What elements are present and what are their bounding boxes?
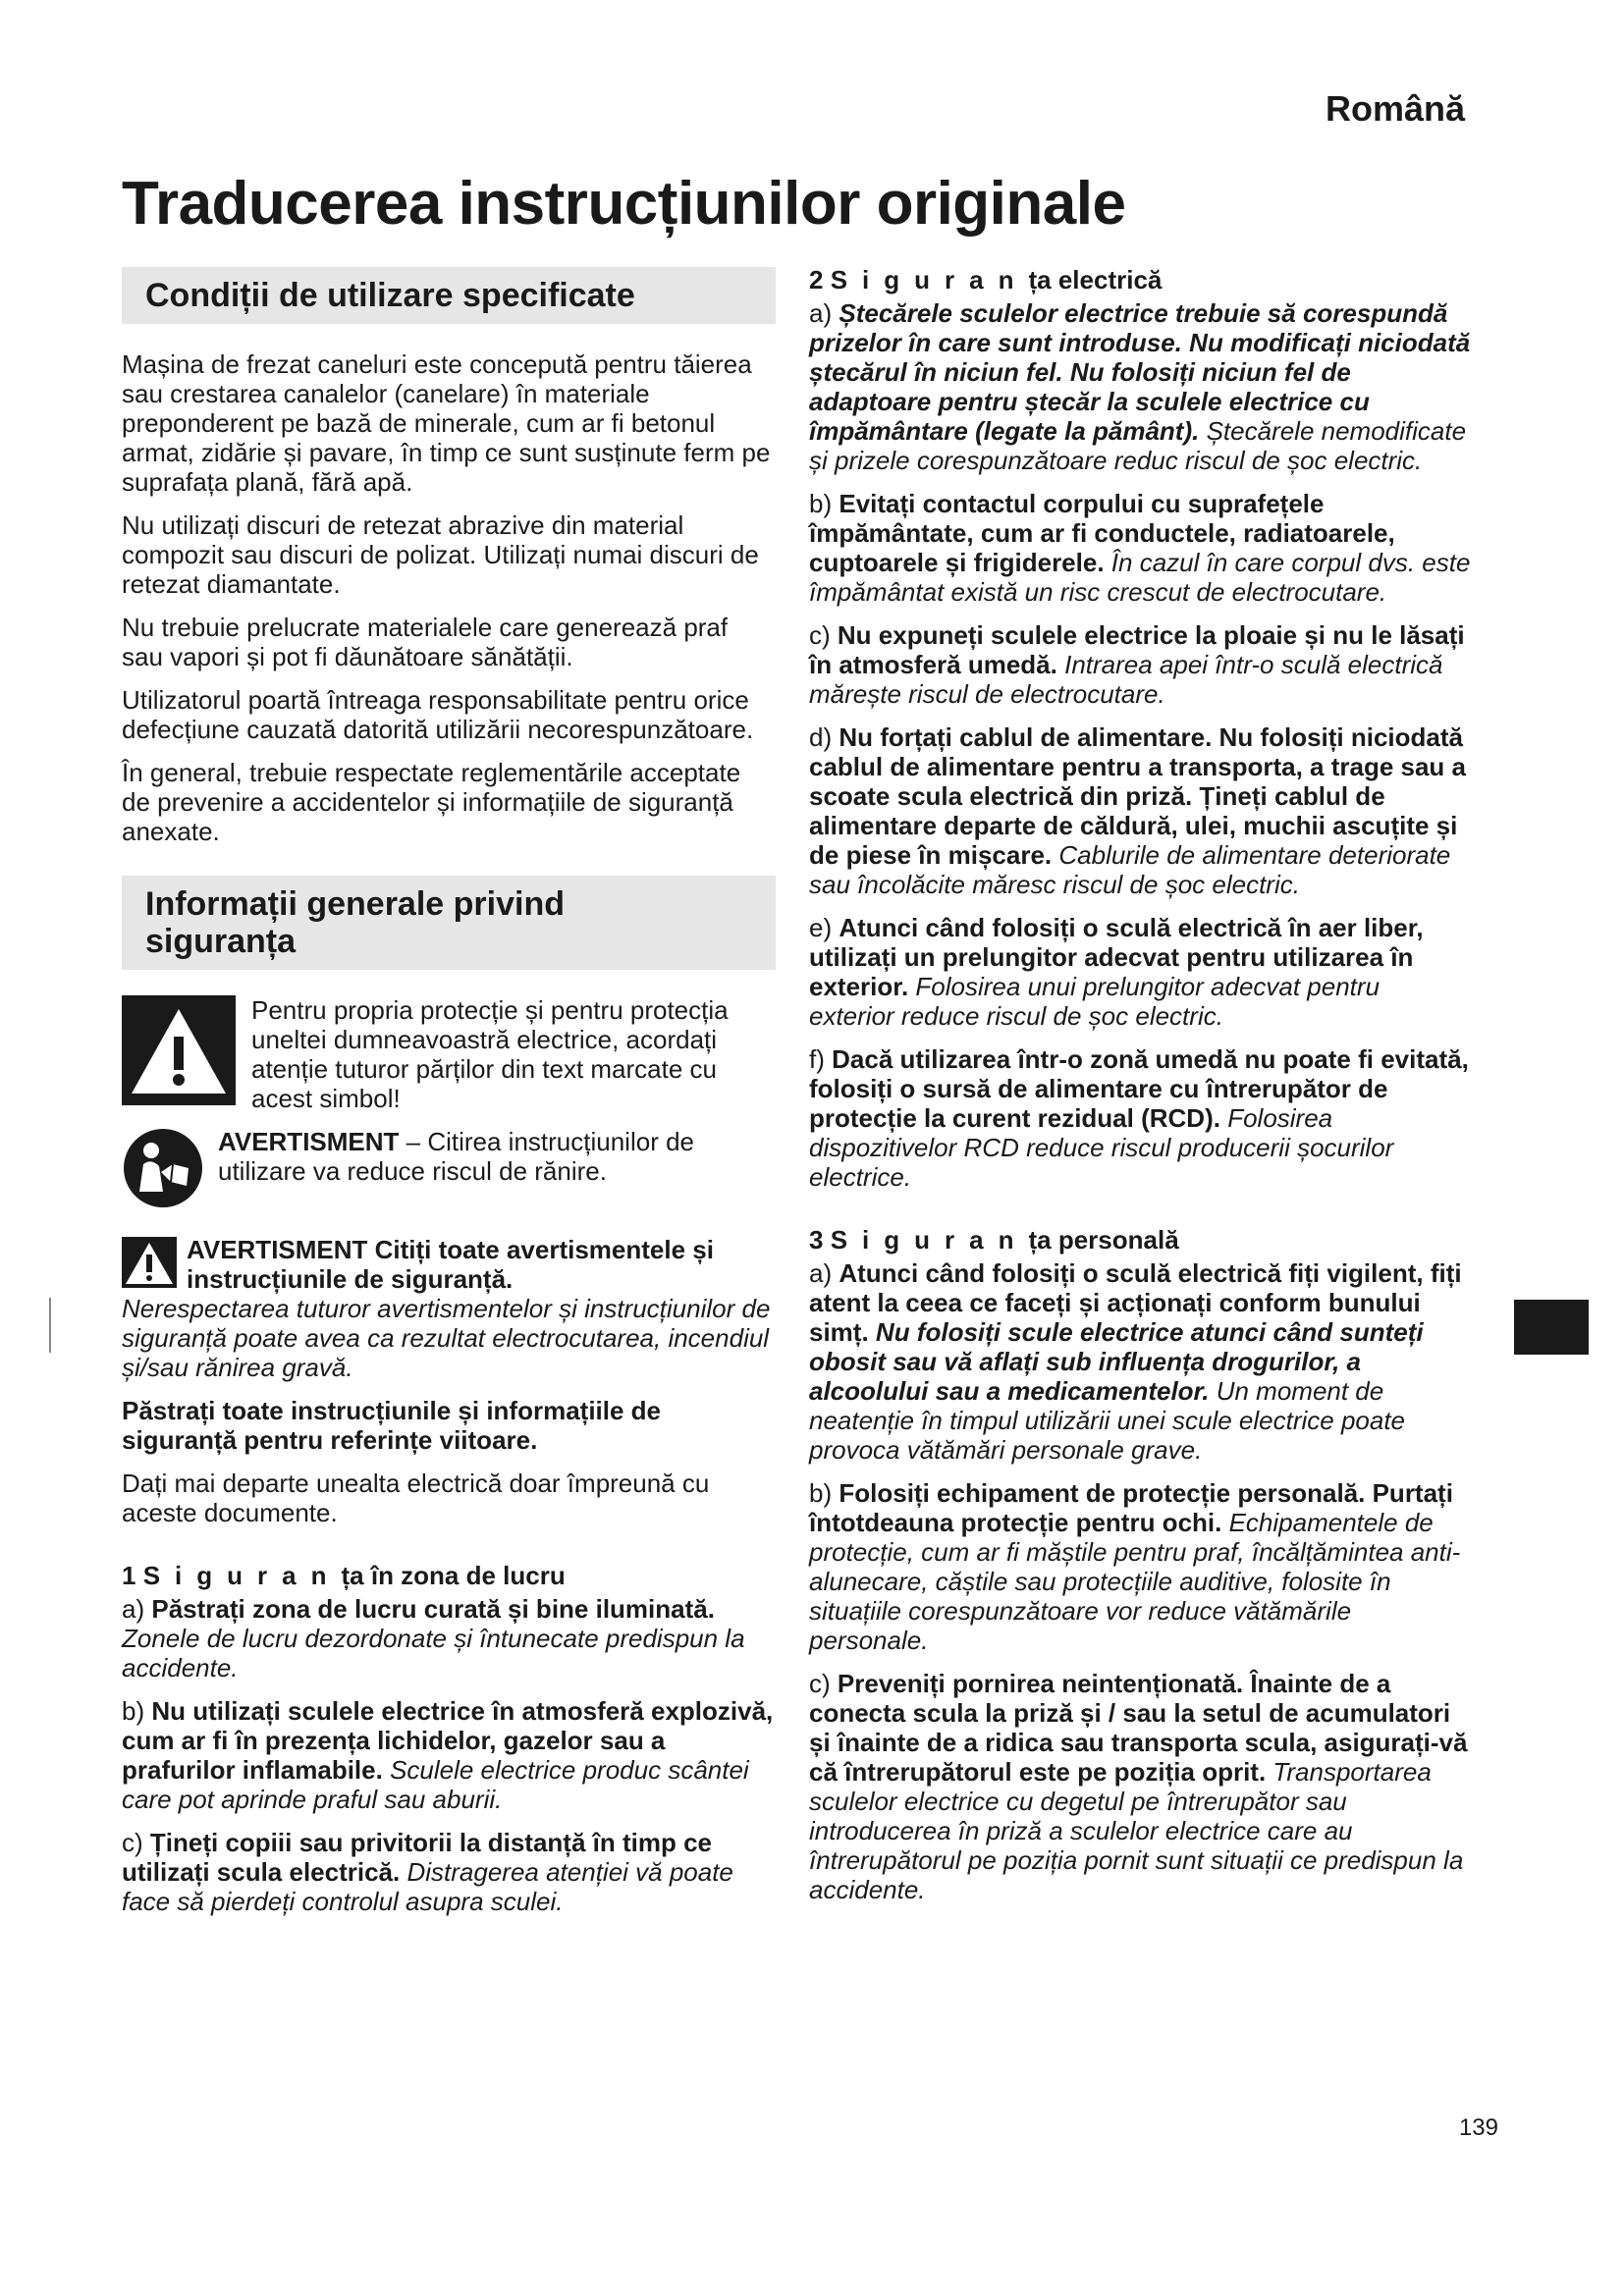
right-column [809,265,1471,1918]
section-spaced-word: Siguran [830,1225,1029,1255]
rule-item: c) Țineți copiii sau privitorii la distanță în timp ce utilizați scula electrică. Distragerea atenției vă poate face să pierdeți controlul asupra sculei. [122,1828,733,1916]
safety-heading: Informații generale privind siguranța [122,876,776,970]
page-number: 139 [1458,2114,1498,2141]
section-number: 1 [122,1561,136,1590]
conditions-paragraph: Nu utilizați discuri de retezat abrazive din material compozit sau discuri de polizat. Utilizați numai discuri de retezat diamantate. [122,510,759,599]
section-number: 3 [809,1225,824,1255]
conditions-heading: Condiții de utilizare specificate [122,267,776,324]
read-warning-text: – Citirea instrucțiunilor de utilizare va reduce riscul de rănire. [218,1127,694,1186]
margin-change-bar [49,1298,51,1353]
rule-item: b) Evitați contactul corpului cu suprafețele împământate, cum ar fi conductele, radiatoarele, cuptoarele și frigiderele. În cazul în care corpul dvs. este împământat există un risc crescut de electrocutare. [809,489,1471,607]
symbol-note: Pentru propria protecție și pentru protecția uneltei dumneavoastră electrice, acordați atenție tuturor părților din text marcate cu acest simbol! [251,995,729,1113]
section-3-heading [809,1225,1471,1255]
keep-instructions: Păstrați toate instrucțiunile și informațiile de siguranță pentru referințe viitoare. [122,1396,662,1455]
rule-item: c) Preveniți pornirea neintenționată. Înainte de a conecta scula la priză și / sau la setul de acumulatori și înainte de a ridica sau transporta scula, asigurați-vă că întrerupătorul este pe poziția oprit. Transportarea sculelor electrice cu degetul pe întrerupător sau introducerea în priză a sculelor electrice care au întrerupătorul pe poziția pornit sunt situații ce predispun la accidente. [809,1669,1468,1904]
pass-on-note: Dați mai departe unealta electrică doar împreună cu aceste documente. [122,1468,710,1527]
rule-item: d) Nu forțați cablul de alimentare. Nu folosiți niciodată cablul de alimentare pentru a transporta, a trage sau a scoate scula electrică din priză. Țineți cablul de alimentare departe de căldură, ulei, muchii ascuțite și de piese în mișcare. Cablurile de alimentare deteriorate sau încolăcite măresc riscul de șoc electric. [809,722,1466,899]
conditions-paragraph: Utilizatorul poartă întreaga responsabilitate pentru orice defecțiune cauzată datorită utilizării necorespunzătoare. [122,685,754,744]
section-spaced-word: Siguran [142,1561,342,1590]
rule-item: b) Folosiți echipament de protecție personală. Purtați întotdeauna protecție pentru ochi. Echipamentele de protecție, cum ar fi măștile pentru praf, încălțămintea anti-alunecare, căștile sau protecțiile auditive, folosite în situațiile corespunzătoare vor reduce vătămările personale. [809,1478,1461,1655]
rule-item: f) Dacă utilizarea într-o zonă umedă nu poate fi evitată, folosiți o sursă de alimentare cu întrerupător de protecție la curent rezidual (RCD). Folosirea dispozitivelor RCD reduce riscul producerii șocurilor electrice. [809,1044,1469,1192]
read-warning-label: AVERTISMENT [218,1127,400,1156]
read-all-heading: AVERTISMENT Citiți toate avertismentele și instrucțiunile de siguranță. [187,1235,714,1294]
section-title-rest: ța personală [1028,1225,1179,1255]
rule-item: e) Atunci când folosiți o sculă electrică în aer liber, utilizați un prelungitor adecvat pentru utilizarea în exterior. Folosirea unui prelungitor adecvat pentru exterior reduce riscul de șoc electric. [809,913,1424,1031]
page-title: Traducerea instrucțiunilor originale [122,170,1126,238]
thumb-index-tab [1514,1300,1589,1355]
warning-triangle-icon [122,995,236,1105]
section-1-heading [122,1561,776,1590]
section-spaced-word: Siguran [830,265,1029,294]
section-2-heading [809,265,1471,294]
language-label: Română [1325,88,1465,129]
section-number: 2 [809,265,824,294]
rule-item: c) Nu expuneți sculele electrice la ploaie și nu le lăsați în atmosferă umedă. Intrarea apei într-o sculă electrică mărește riscul de electrocutare. [809,620,1465,709]
read-all-consequence: Nerespectarea tuturor avertismentelor și instrucțiunilor de siguranță poate avea ca rezultat electrocutarea, incendiul și/sau rănirea gravă. [122,1294,771,1382]
read-all-warning [122,1235,776,1294]
warning-triangle-icon [122,1237,177,1288]
left-column [122,267,776,1930]
rule-item: a) Ștecărele sculelor electrice trebuie să corespundă prizelor în care sunt introduse. Nu modificați niciodată ștecărul în niciun fel. Nu folosiți niciun fel de adaptoare pentru ștecăr la sculele electrice cu împământare (legate la pământ). Ștecărele nemodificate și prizele corespunzătoare reduc riscul de șoc electric. [809,298,1471,475]
section-title-rest: ța electrică [1028,265,1163,294]
section-title-rest: ța în zona de lucru [341,1561,566,1590]
conditions-paragraph: În general, trebuie respectate reglementările acceptate de prevenire a accidentelor și informațiile de siguranță anexate. [122,758,741,846]
rule-item: a) Păstrați zona de lucru curată și bine iluminată. Zonele de lucru dezordonate și întunecate predispun la accidente. [122,1594,745,1682]
rule-item: b) Nu utilizați sculele electrice în atmosferă explozivă, cum ar fi în prezența lichidelor, gazelor sau a prafurilor inflamabile. Sculele electrice produc scântei care pot aprinde praful sau aburii. [122,1696,774,1814]
rule-item: a) Atunci când folosiți o sculă electrică fiți vigilent, fiți atent la ceea ce faceți și acționați conform bunului simț. Nu folosiți scule electrice atunci când sunteți obosit sau vă aflați sub influența drogurilor, a alcoolului sau a medicamentelor. Un moment de neatenție în timpul utilizării unei scule electrice poate provoca vătămări personale grave. [809,1258,1462,1465]
conditions-paragraph: Mașina de frezat caneluri este concepută pentru tăierea sau crestarea canalelor (canelare) în materiale preponderent pe bază de minerale, cum ar fi betonul armat, zidărie și pavare, în timp ce sunt susținute ferm pe suprafața plană, fără apă. [122,349,771,497]
conditions-paragraph: Nu trebuie prelucrate materialele care generează praf sau vapori și pot fi dăunătoare sănătății. [122,613,729,671]
symbol-note-block [122,995,776,1113]
read-manual-block [122,1127,776,1209]
read-manual-icon [122,1127,204,1209]
